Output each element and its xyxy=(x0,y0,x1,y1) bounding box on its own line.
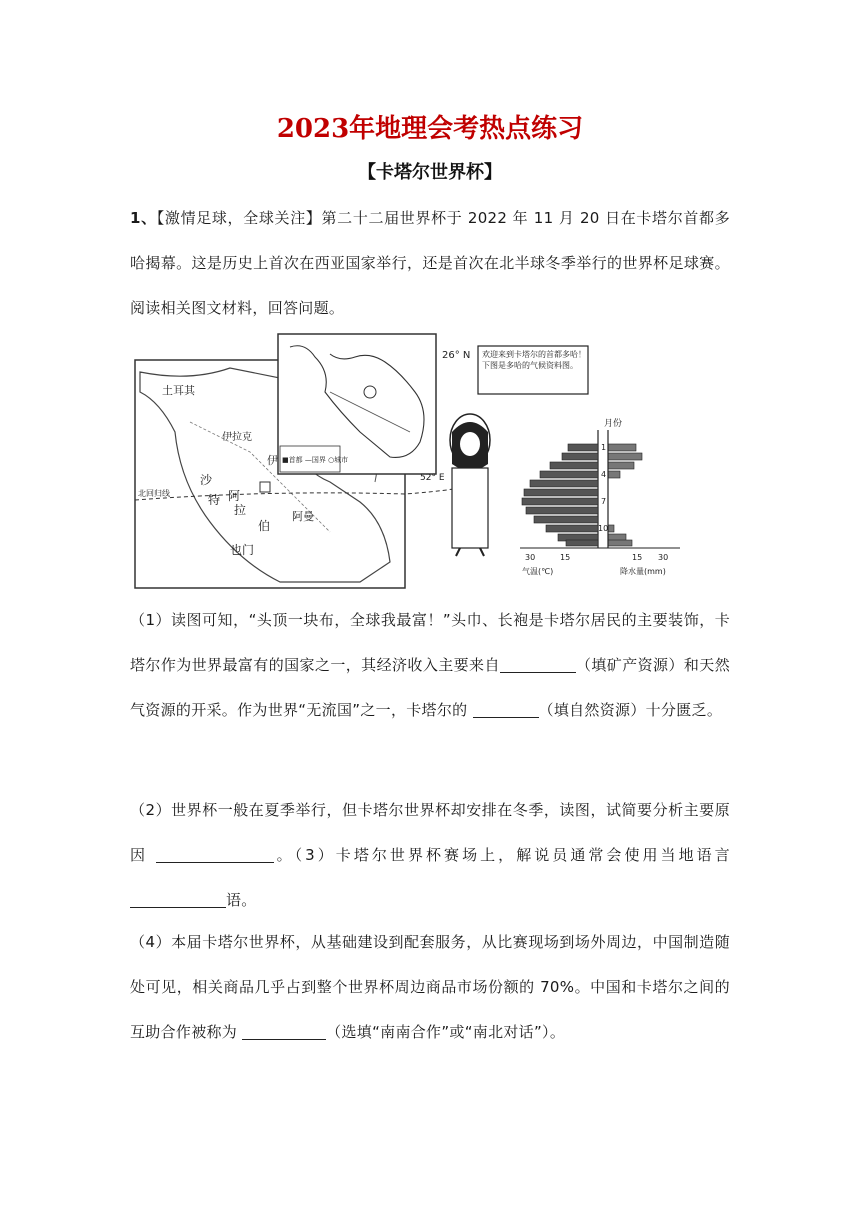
part2-text-a: （2）世界杯一般在夏季举行，但卡塔尔世界杯却安排在冬季，读图，试简要分析主要原因 xyxy=(130,801,730,864)
speech-bubble-text: 欢迎来到卡塔尔的首都多哈！下图是多哈的气候资料图。 xyxy=(482,350,586,370)
label-tropic: 北回归线 xyxy=(138,489,170,498)
temp-tick-30: 30 xyxy=(525,553,536,562)
question-number: 1、 xyxy=(130,209,157,227)
label-turkey: 土耳其 xyxy=(162,384,195,397)
blank-language[interactable] xyxy=(130,889,226,908)
label-iraq: 伊拉克 xyxy=(222,432,252,443)
label-saudi-4: 拉 xyxy=(234,503,247,517)
precip-tick-15: 15 xyxy=(632,553,643,562)
precip-axis-label: 降水量(mm) xyxy=(620,567,666,576)
label-saudi-5: 伯 xyxy=(258,519,271,533)
part4-text-a: （4）本届卡塔尔世界杯，从基础建设到配套服务，从比赛现场到场外周边，中国制造随处可见，相关商品几乎占到整个世界杯周边商品市场份额的 70%。中国和卡塔尔之间的互助合作被称为 xyxy=(130,933,730,1041)
month-tick-10: 10 xyxy=(598,524,609,533)
month-axis-label: 月份 xyxy=(604,419,623,429)
month-tick-1: 1 xyxy=(601,443,607,452)
temperature-bars xyxy=(522,444,598,546)
temp-axis-label: 气温(℃) xyxy=(522,567,554,576)
label-saudi-3: 阿 xyxy=(228,489,241,503)
label-lon-52: 52° E xyxy=(420,473,445,483)
question-part-4 xyxy=(130,920,730,1055)
intro-text: 【激情足球，全球关注】第二十二届世界杯于 2022 年 11 月 20 日在卡塔尔首都多哈揭幕。这是历史上首次在西亚国家举行，还是首次在北半球冬季举行的世界杯足球赛。阅读相关图文材料，回答问题。 xyxy=(130,209,730,317)
part4-text-b: （选填“南南合作”或“南北对话”）。 xyxy=(326,1023,566,1041)
part3-text-b: 语。 xyxy=(226,891,257,909)
figure-svg xyxy=(130,332,730,594)
question-part-2-3 xyxy=(130,788,730,923)
part1-text-a: （1）读图可知，“头顶一块布，全球我最富！”头巾、长袍是卡塔尔居民的主要装饰，卡塔尔作为世界最富有的国家之一，其经济收入主要来自 xyxy=(130,611,730,674)
label-oman: 阿曼 xyxy=(292,510,314,523)
precipitation-bars xyxy=(608,444,642,546)
blank-cooperation[interactable] xyxy=(242,1021,326,1040)
document-title: 2023年地理会考热点练习 xyxy=(276,114,584,144)
section-heading: 【卡塔尔世界杯】 xyxy=(358,162,502,183)
question-intro xyxy=(130,196,730,331)
part3-text-a: 。（3）卡塔尔世界杯赛场上，解说员通常会使用当地语言 xyxy=(273,846,730,864)
label-saudi-1: 沙 xyxy=(200,473,213,487)
question-part-1 xyxy=(130,598,730,733)
blank-natural-resource[interactable] xyxy=(473,699,539,718)
temp-tick-15: 15 xyxy=(560,553,571,562)
climate-chart xyxy=(520,417,680,576)
label-iran: 伊 xyxy=(267,454,278,467)
label-saudi-2: 特 xyxy=(208,493,221,507)
figure-qatar-map-climate xyxy=(130,332,730,594)
blank-reason[interactable] xyxy=(156,844,274,863)
part1-text-c: （填自然资源）十分匮乏。 xyxy=(538,701,723,719)
label-yemen: 也门 xyxy=(230,543,255,557)
blank-mineral[interactable] xyxy=(500,654,576,673)
month-tick-4: 4 xyxy=(601,470,607,479)
label-lat-26: 26° N xyxy=(442,350,471,361)
precip-tick-30: 30 xyxy=(658,553,669,562)
part1-text-b: （填矿产资源）和天然气资源的开采。作为世界“无流国”之一，卡塔尔的 xyxy=(130,656,730,719)
inset-legend-text: ■首都 —国界 ○城市 xyxy=(282,456,349,464)
month-tick-7: 7 xyxy=(601,497,607,506)
qatari-person-figure xyxy=(450,414,490,556)
